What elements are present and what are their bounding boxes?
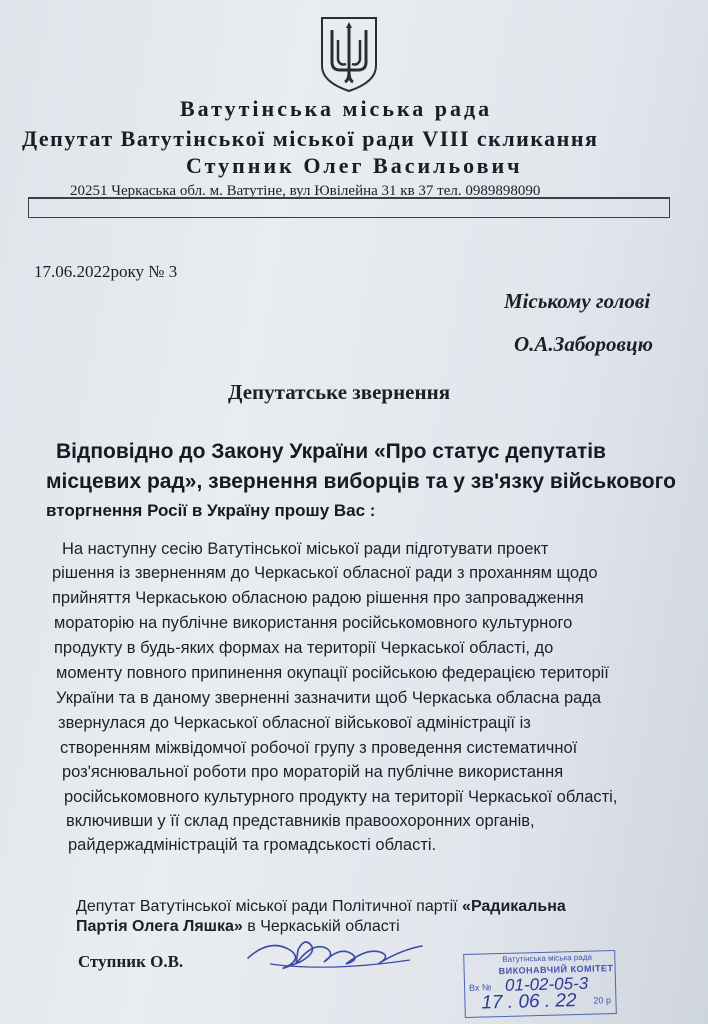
party-name-start: «Радикальна [462, 898, 566, 915]
signatory-name: Ступник О.В. [78, 952, 184, 971]
body-line: моменту повного припинення окупації російською федерацією території [56, 664, 609, 682]
addressee-title: Міському голові [504, 289, 651, 313]
signature-party-line [76, 898, 566, 916]
intro-line: вторгнення Росії в Україну прошу Вас : [46, 501, 376, 520]
address-line: 20251 Черкаська обл. м. Ватутіне, вул Ювілейна 31 кв 37 тел. 0989898090 [70, 183, 541, 199]
body-line: України та в даному зверненні зазначити щоб Черкаська обласна рада [56, 689, 602, 707]
body-line: включивши у її склад представників правоохоронних органів, [66, 812, 535, 830]
intro-line: місцевих рад», звернення виборців та у зв'язку військового [46, 470, 676, 493]
addressee-name: О.А.Заборовцю [514, 332, 653, 356]
stamp-year-suffix: 20 р [593, 995, 612, 1006]
trident-emblem-icon [318, 14, 380, 94]
intro-line: Відповідно до Закону України «Про статус депутатів [56, 440, 606, 463]
body-line: роз'яснювальної роботи про мораторій на публічне використання [62, 763, 564, 781]
registration-stamp [463, 950, 617, 1018]
body-line: райдержадміністрацій та громадськості області. [68, 836, 437, 854]
header-divider-box [28, 197, 670, 218]
body-line: мораторію на публічне використання російськомовного культурного [54, 614, 573, 632]
stamp-number: 01-02-05-3 [504, 973, 589, 995]
body-line: рішення із зверненням до Черкаської обласної ради з проханням щодо [52, 564, 598, 582]
deputy-title: Депутат Ватутінської міської ради VIII скликання [22, 126, 599, 151]
body-line: продукту в будь-яких формах на території Черкаської області, до [54, 639, 554, 657]
body-line: звернулася до Черкаської обласної військової адміністрації із [58, 714, 531, 732]
date-number: 17.06.2022року № 3 [34, 262, 178, 281]
stamp-date: 17 . 06 . 22 [481, 990, 577, 1014]
handwritten-signature-icon [240, 920, 430, 980]
body-line: На наступну сесію Ватутінської міської ради підготувати проект [62, 540, 549, 558]
stamp-council: Ватутінська міська рада [502, 952, 592, 964]
deputy-name: Ступник Олег Васильович [186, 153, 523, 178]
stamp-incoming-label: Вх № [468, 982, 492, 993]
subject-heading: Депутатське звернення [228, 380, 451, 404]
body-line: російськомовного культурного продукту на території Черкаської області, [64, 788, 618, 806]
party-name-end: Партія Олега Ляшка» [76, 918, 243, 935]
signature-party-prefix: Депутат Ватутінської міської ради Політичної партії [76, 898, 463, 915]
body-line: створенням міжвідомчої робочої групу з проведення систематичної [60, 739, 578, 757]
stamp-committee: ВИКОНАВЧИЙ КОМІТЕТ [498, 963, 614, 977]
party-region: в Черкаській області [242, 918, 400, 935]
body-line: прийняття Черкаською обласною радою рішення про запровадження [52, 589, 584, 607]
council-name: Ватутінська міська рада [180, 96, 493, 121]
